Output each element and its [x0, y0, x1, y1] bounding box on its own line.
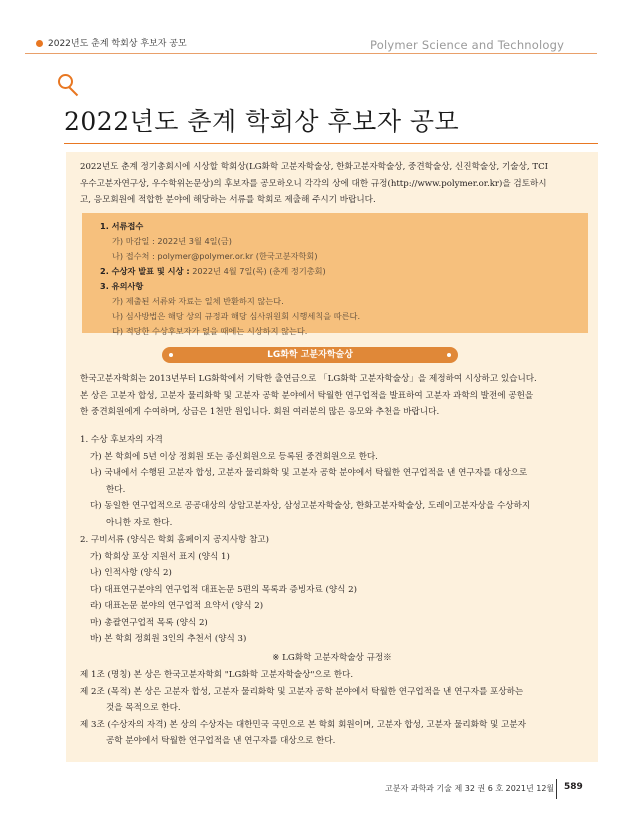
footer-divider [556, 779, 557, 799]
intro-line: 고, 응모회원에 적합한 분야에 해당하는 서류를 학회로 제출해 주시기 바랍니다. [80, 195, 376, 205]
qualification-item: 가) 본 학회에 5년 이상 정회원 또는 종신회원으로 등록된 중견회원으로 한다. [90, 451, 378, 462]
award-intro-paragraph [80, 371, 537, 421]
qualification-section [80, 432, 530, 531]
intro-line: 2022년도 춘계 정기총회시에 시상할 학회상(LG화학 고분자학술상, 한화고분자학술상, 중견학술상, 신진학술상, 기술상, TCI [80, 162, 549, 172]
documents-section [80, 532, 357, 648]
footer-journal-info: 고분자 과학과 기술 제 32 권 6 호 2021년 12월 [385, 784, 555, 793]
notice-s3-title: 3. 유의사항 [100, 281, 144, 291]
document-item: 나) 인적사항 (양식 2) [90, 568, 172, 578]
rule-article-cont: 것을 목적으로 한다. [106, 703, 181, 713]
notice-s2: 2. 수상자 발표 및 시상 : 2022년 4월 7일(목) (춘계 정기총회) [100, 266, 326, 276]
award-title: LG화학 고분자학술상 [267, 350, 353, 360]
notice-s1-deadline: 가) 마감일 : 2022년 3월 4일(금) [112, 236, 232, 246]
document-item: 다) 대표연구분야의 연구업적 대표논문 5편의 목록과 증빙자료 (양식 2) [90, 584, 357, 595]
document-item: 마) 총괄연구업적 목록 (양식 2) [90, 617, 208, 628]
award-intro-line: 한 중견회원에게 수여하며, 상금은 1천만 원입니다. 회원 여러분의 많은 응모와 추천을 바랍니다. [80, 407, 440, 417]
rule-article: 제 2조 (목적) 본 상은 고분자 합성, 고분자 물리화학 및 고분자 공학 분야에서 탁월한 연구업적을 낸 연구자를 포상하는 [80, 686, 524, 697]
document-item: 가) 학회상 포상 지원서 표지 (양식 1) [90, 551, 230, 562]
notice-box [82, 213, 588, 336]
document-item: 라) 대표논문 분야의 연구업적 요약서 (양식 2) [90, 601, 264, 611]
qualification-item-cont: 아니한 자로 한다. [106, 517, 173, 528]
notice-s1-address: 나) 접수처 : polymer@polymer.or.kr (한국고분자학회) [112, 251, 318, 261]
qualification-item-cont: 한다. [106, 484, 126, 495]
intro-line: 우수고분자연구상, 우수학위논문상)의 후보자를 공모하오니 각각의 상에 대한 규정(http://www.polymer.or.kr)을 검토하시 [80, 178, 547, 189]
rules-title: ※ LG화학 고분자학술상 규정※ [272, 653, 392, 663]
notice-s3-item: 나) 심사방법은 해당 상의 규정과 해당 심사위원회 시행세칙을 따른다. [112, 311, 361, 321]
award-intro-line: 한국고분자학회는 2013년부터 LG화학에서 기탁한 출연금으로 「LG화학 고분자학술상」을 제정하여 시상하고 있습니다. [80, 374, 537, 384]
title-divider [64, 143, 598, 144]
qualification-item: 다) 동일한 연구업적으로 공공대상의 상암고분자상, 삼성고분자학술상, 한화고분자학술상, 도레이고분자상을 수상하지 [90, 501, 531, 511]
notice-s3-item: 다) 적당한 수상후보자가 없을 때에는 시상하지 않는다. [112, 326, 308, 336]
header-divider [25, 53, 597, 54]
document-item: 바) 본 학회 정회원 3인의 추천서 (양식 3) [90, 634, 247, 644]
header-bullet-icon [36, 40, 43, 47]
rule-article: 제 1조 (명칭) 본 상은 한국고분자학회 "LG화학 고분자학술상"으로 한다. [80, 670, 354, 680]
page-title: 2022년도 춘계 학회상 후보자 공모 [64, 107, 460, 136]
ring-stem-ornament [68, 86, 78, 96]
intro-paragraph [80, 159, 548, 209]
notice-s1-title: 1. 서류접수 [100, 221, 144, 231]
rules-section [80, 667, 526, 750]
award-intro-line: 본 상은 고분자 합성, 고분자 물리화학 및 고분자 공학 분야에서 탁월한 연구업적을 발표하여 고분자 과학의 발전에 공헌을 [80, 390, 534, 401]
journal-name: Polymer Science and Technology [370, 38, 565, 52]
qualification-item: 나) 국내에서 수행된 고분자 합성, 고분자 물리화학 및 고분자 공학 분야에서 탁월한 연구업적을 낸 연구자를 대상으로 [90, 468, 528, 478]
rule-article-cont: 공학 분야에서 탁월한 연구업적을 낸 연구자를 대상으로 한다. [106, 736, 336, 746]
qualification-title: 1. 수상 후보자의 자격 [80, 435, 163, 445]
page-number: 589 [564, 782, 583, 792]
rule-article: 제 3조 (수상자의 자격) 본 상의 수상자는 대한민국 국민으로 본 학회 회원이며, 고분자 합성, 고분자 물리화학 및 고분자 [80, 719, 526, 730]
notice-s3-item: 가) 제출된 서류와 자료는 일체 반환하지 않는다. [112, 296, 284, 306]
section-label: 2022년도 춘계 학회상 후보자 공모 [48, 39, 187, 49]
documents-title: 2. 구비서류 (양식은 학회 홈페이지 공지사항 참고) [80, 535, 270, 545]
